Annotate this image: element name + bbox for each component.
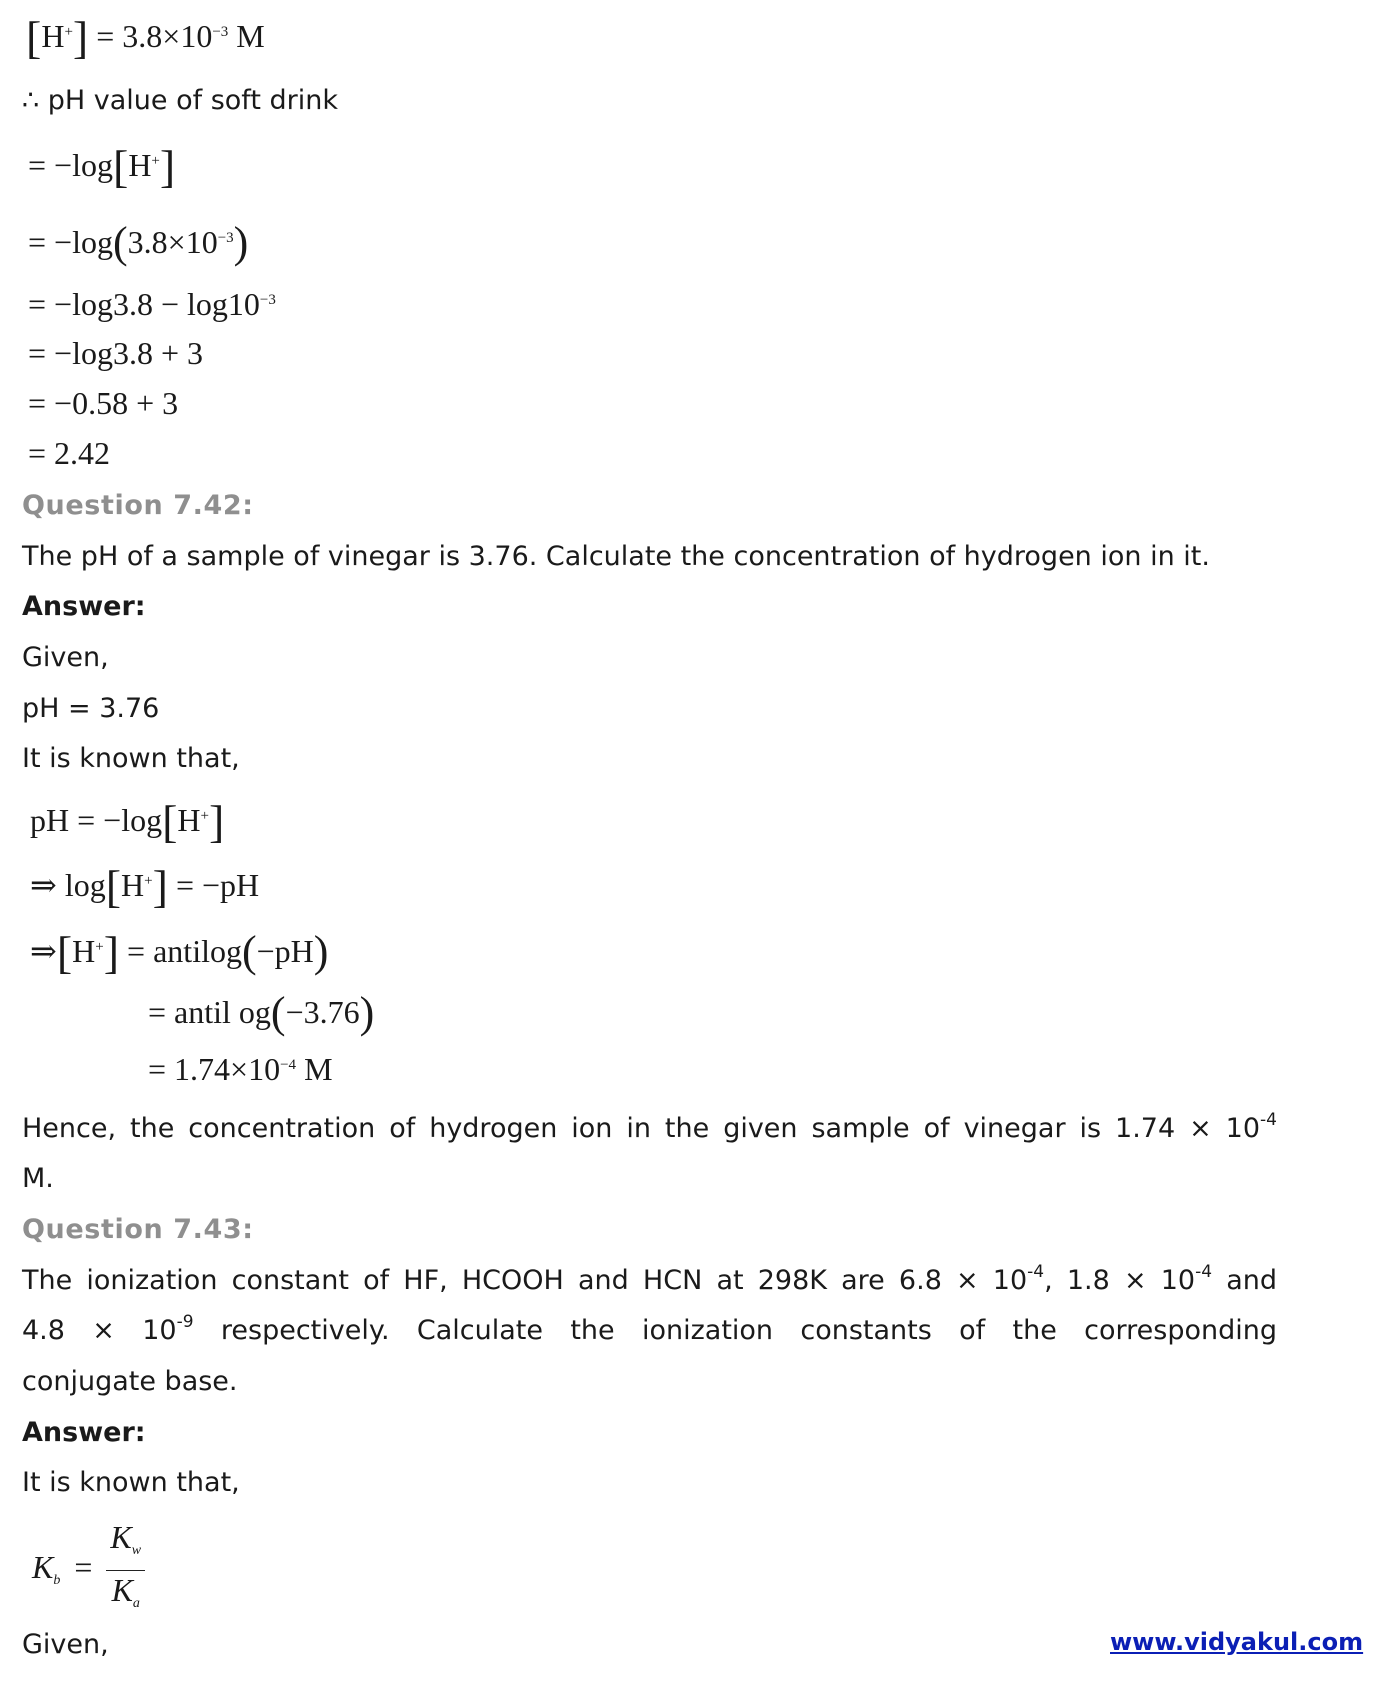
paren-close: ) <box>313 927 329 976</box>
equals-sign: = <box>74 1548 93 1585</box>
question-742-heading: Question 7.42: <box>22 490 254 521</box>
step-1 <box>28 141 176 192</box>
kb-subscript: b <box>53 1572 61 1588</box>
paren-close: ) <box>233 218 249 267</box>
question-743-line-3: conjugate base. <box>22 1366 238 1397</box>
eq-antilog-value <box>148 988 375 1037</box>
exponent: -4 <box>1260 1110 1277 1130</box>
conclusion-text: Hence, the concentration of hydrogen ion in the given sample of vinegar is 1.74 × 10 <box>22 1113 1261 1144</box>
eq-suffix: = −pH <box>167 867 260 903</box>
eq-suffix: = antilog <box>119 933 242 969</box>
eq-log-h <box>30 861 260 912</box>
answer-label-743: Answer: <box>22 1417 146 1448</box>
eq-prefix: ⇒ <box>30 933 57 969</box>
bracket-close: ] <box>152 861 168 912</box>
h-symbol: H <box>41 18 65 54</box>
question-743-line-1 <box>22 1264 1277 1298</box>
kw-symbol: K <box>110 1519 132 1555</box>
step-prefix: = −log <box>28 224 113 260</box>
therefore-line: ∴ pH value of soft drink <box>22 85 338 116</box>
step-prefix: = −log3.8 − log10 <box>28 286 260 322</box>
kb-symbol: K <box>32 1548 54 1585</box>
step-4: = −log3.8 + 3 <box>28 335 204 371</box>
bracket-close: ] <box>72 12 89 63</box>
conclusion-unit: M. <box>22 1163 54 1194</box>
equation-value: = 3.8×10 <box>88 18 213 54</box>
eq-argument: −pH <box>256 933 314 969</box>
step-prefix: = −log <box>28 147 113 183</box>
exponent: −3 <box>212 24 229 40</box>
h-symbol: H <box>72 933 96 969</box>
ph-given: pH = 3.76 <box>22 693 160 724</box>
paren-open: ( <box>270 988 286 1037</box>
bracket-close: ] <box>103 927 120 978</box>
eq-prefix: = 1.74×10 <box>148 1051 281 1087</box>
text-segment: and <box>1212 1265 1277 1296</box>
eq-result <box>148 1049 333 1089</box>
step-3 <box>28 284 276 324</box>
eq-prefix: = antil og <box>148 994 271 1030</box>
conclusion-742 <box>22 1112 1277 1146</box>
eq-argument: −3.76 <box>285 994 360 1030</box>
paren-open: ( <box>112 218 128 267</box>
exponent: −4 <box>280 1057 297 1073</box>
text-segment: , 1.8 × 10 <box>1044 1265 1196 1296</box>
question-743-line-2 <box>22 1314 1277 1348</box>
paren-open: ( <box>241 927 257 976</box>
fraction-denominator <box>106 1571 145 1621</box>
exponent: -4 <box>1195 1262 1213 1282</box>
plus-superscript: + <box>64 24 73 40</box>
plus-superscript: + <box>200 808 209 824</box>
eq-prefix: ⇒ log <box>30 867 106 903</box>
ka-subscript: a <box>132 1596 140 1611</box>
exponent: −3 <box>217 230 234 246</box>
step-6: = 2.42 <box>28 435 111 471</box>
plus-superscript: + <box>95 939 104 955</box>
bracket-close: ] <box>159 141 176 192</box>
h-symbol: H <box>121 867 145 903</box>
bracket-open: [ <box>105 861 122 912</box>
step-2 <box>28 218 249 267</box>
kw-subscript: w <box>131 1543 142 1558</box>
step-5: = −0.58 + 3 <box>28 385 179 421</box>
kw-over-ka-fraction <box>106 1520 145 1621</box>
text-segment: respectively. Calculate the ionization constants of the corresponding <box>193 1315 1277 1346</box>
bracket-open: [ <box>162 796 178 847</box>
unit: M <box>228 18 265 54</box>
known-label-743: It is known that, <box>22 1467 240 1498</box>
given-label-743: Given, <box>22 1629 109 1660</box>
exponent: −3 <box>259 292 276 308</box>
eq-antilog <box>30 927 329 978</box>
ka-symbol: K <box>111 1572 133 1608</box>
known-label-742: It is known that, <box>22 743 240 774</box>
vidyakul-website-link[interactable]: www.vidyakul.com <box>1110 1628 1364 1656</box>
h-conc-equation <box>26 12 265 63</box>
h-symbol: H <box>128 147 152 183</box>
answer-label-742: Answer: <box>22 591 146 622</box>
eq-ph-definition <box>30 796 225 847</box>
text-segment: 4.8 × 10 <box>22 1315 177 1346</box>
exponent: -9 <box>176 1312 194 1332</box>
text-segment: The ionization constant of HF, HCOOH and HCN at 298K are 6.8 × 10 <box>22 1265 1028 1296</box>
question-742-text: The pH of a sample of vinegar is 3.76. Calculate the concentration of hydrogen ion in it. <box>22 541 1210 572</box>
fraction-numerator <box>106 1520 145 1571</box>
question-743-heading: Question 7.43: <box>22 1214 254 1245</box>
exponent: -4 <box>1027 1262 1045 1282</box>
given-label-742: Given, <box>22 642 109 673</box>
eq-prefix: pH = −log <box>30 802 163 838</box>
plus-superscript: + <box>151 153 160 169</box>
unit: M <box>296 1051 333 1087</box>
bracket-open: [ <box>26 12 42 63</box>
bracket-open: [ <box>56 927 73 978</box>
plus-superscript: + <box>144 873 153 889</box>
paren-close: ) <box>359 988 375 1037</box>
step-body: 3.8×10 <box>127 224 218 260</box>
h-symbol: H <box>177 802 201 838</box>
bracket-close: ] <box>209 796 225 847</box>
bracket-open: [ <box>112 141 129 192</box>
kb-formula <box>32 1520 145 1621</box>
